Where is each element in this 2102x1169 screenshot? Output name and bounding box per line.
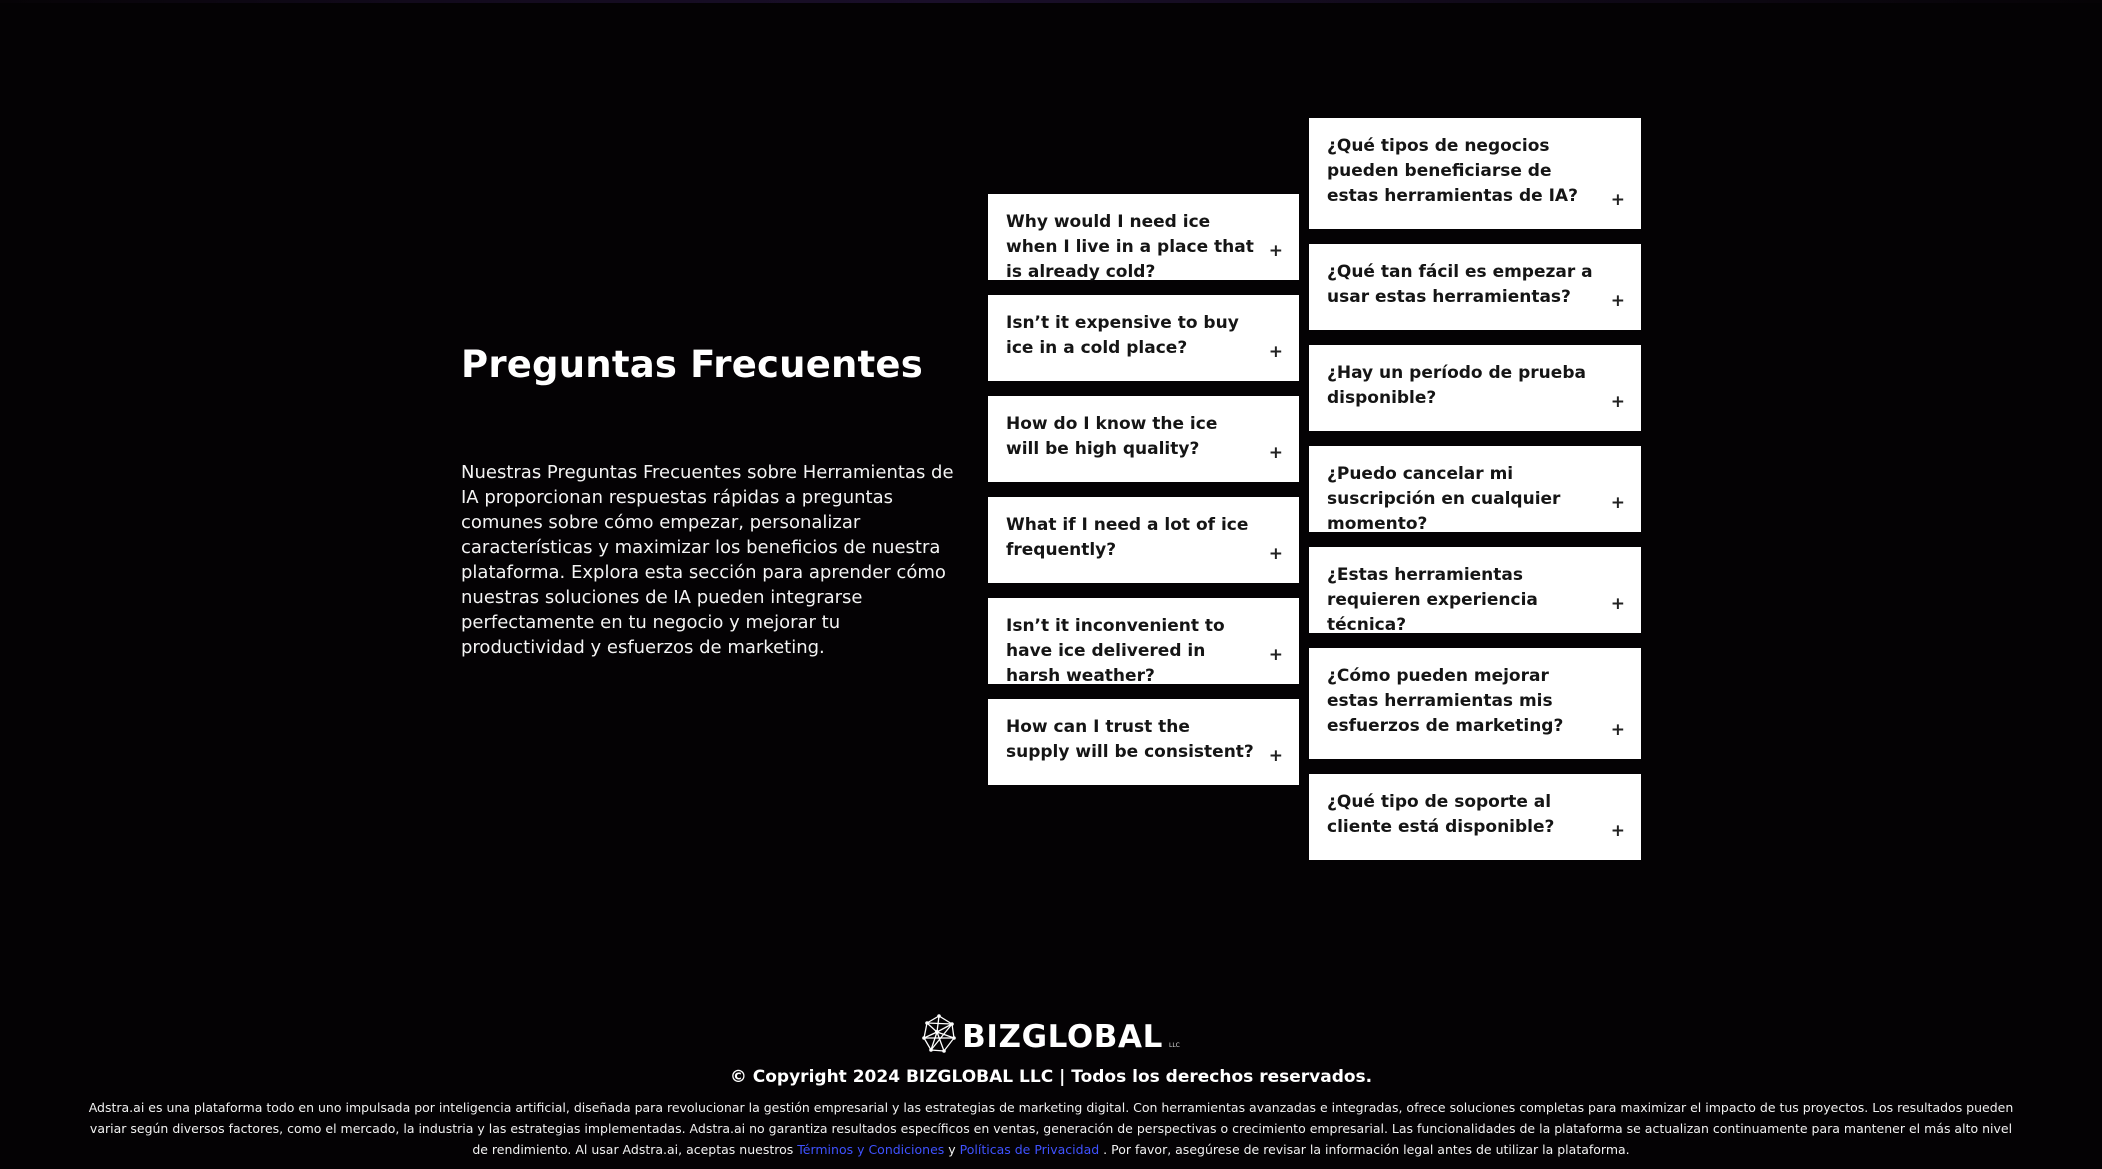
faq-question: What if I need a lot of ice frequently? [1006,515,1249,560]
faq-item[interactable] [988,194,1299,280]
faq-question: How do I know the ice will be high quality? [1006,414,1218,459]
plus-icon: + [1268,342,1283,362]
plus-icon: + [1610,821,1625,841]
faq-intro [461,338,963,660]
plus-icon: + [1610,493,1625,513]
footer [0,1010,2102,1160]
faq-item[interactable] [988,598,1299,684]
intro-description: Nuestras Preguntas Frecuentes sobre Herramientas de IA proporcionan respuestas rápidas a preguntas comunes sobre cómo empezar, personalizar características y maximizar los beneficios de nuestra plataforma. Explora esta sección para aprender cómo nuestras soluciones de IA pueden integrarse perfectamente en tu negocio y mejorar tu productividad y esfuerzos de marketing. [461,462,954,658]
plus-icon: + [1610,291,1625,311]
plus-icon: + [1610,190,1625,210]
copyright-text: © Copyright 2024 BIZGLOBAL LLC | Todos los derechos reservados. [729,1067,1373,1087]
faq-item[interactable] [1309,118,1641,229]
faq-item[interactable] [988,295,1299,381]
logo-suffix: LLC [1169,1042,1180,1049]
faq-item[interactable] [1309,244,1641,330]
brand-logo[interactable] [922,1010,1180,1054]
faq-question: ¿Estas herramientas requieren experiencia técnica? [1327,565,1538,635]
privacy-link[interactable]: Políticas de Privacidad [959,1142,1100,1157]
plus-icon: + [1610,594,1625,614]
plus-icon: + [1610,392,1625,412]
plus-icon: + [1268,544,1283,564]
faq-item[interactable] [1309,446,1641,532]
faq-question: How can I trust the supply will be consistent? [1006,717,1254,762]
legal-and-text: y [944,1142,960,1157]
faq-question: Isn’t it inconvenient to have ice delivered in harsh weather? [1006,616,1225,686]
faq-item[interactable] [1309,345,1641,431]
faq-item[interactable] [1309,648,1641,759]
faq-item[interactable] [1309,547,1641,633]
plus-icon: + [1268,645,1283,665]
plus-icon: + [1610,720,1625,740]
faq-question: Why would I need ice when I live in a place that is already cold? [1006,212,1254,282]
faq-question: Isn’t it expensive to buy ice in a cold place? [1006,313,1239,358]
legal-outro-text: . Por favor, asegúrese de revisar la información legal antes de utilizar la plataforma. [1099,1142,1630,1157]
terms-link[interactable]: Términos y Condiciones [797,1142,945,1157]
faq-item[interactable] [988,699,1299,785]
faq-question: ¿Hay un período de prueba disponible? [1327,363,1586,408]
legal-intro-text: Adstra.ai es una plataforma todo en uno impulsada por inteligencia artificial, diseñada para revolucionar la gestión empresarial y las estrategias de marketing digital. Con herramientas avanzadas e integradas, ofrece soluciones completas para maximizar el impacto de tus proyectos. Los resultados pueden variar según diversos factores, como el mercado, la industria y las estrategias implementadas. Adstra.ai no garantiza resultados específicos en ventas, generación de perspectivas o crecimiento empresarial. Las funcionalidades de la plataforma se actualizan continuamente para mantener el más alto nivel de rendimiento. Al usar Adstra.ai, aceptas nuestros [88,1100,2014,1157]
faq-question: ¿Qué tipo de soporte al cliente está disponible? [1327,792,1555,837]
top-gradient-strip [0,0,2102,3]
plus-icon: + [1268,443,1283,463]
faq-question: ¿Puedo cancelar mi suscripción en cualquier momento? [1327,464,1561,534]
plus-icon: + [1268,746,1283,766]
network-globe-icon [922,1014,956,1054]
faq-item[interactable] [1309,774,1641,860]
page-title: Preguntas Frecuentes [461,343,923,386]
faq-question: ¿Cómo pueden mejorar estas herramientas mis esfuerzos de marketing? [1327,666,1564,736]
legal-disclaimer [81,1097,2021,1160]
faq-question: ¿Qué tan fácil es empezar a usar estas herramientas? [1327,262,1593,307]
faq-item[interactable] [988,497,1299,583]
logo-wordmark: BIZGLOBAL [962,1019,1163,1055]
faq-item[interactable] [988,396,1299,482]
plus-icon: + [1268,241,1283,261]
faq-question: ¿Qué tipos de negocios pueden beneficiarse de estas herramientas de IA? [1327,136,1578,206]
